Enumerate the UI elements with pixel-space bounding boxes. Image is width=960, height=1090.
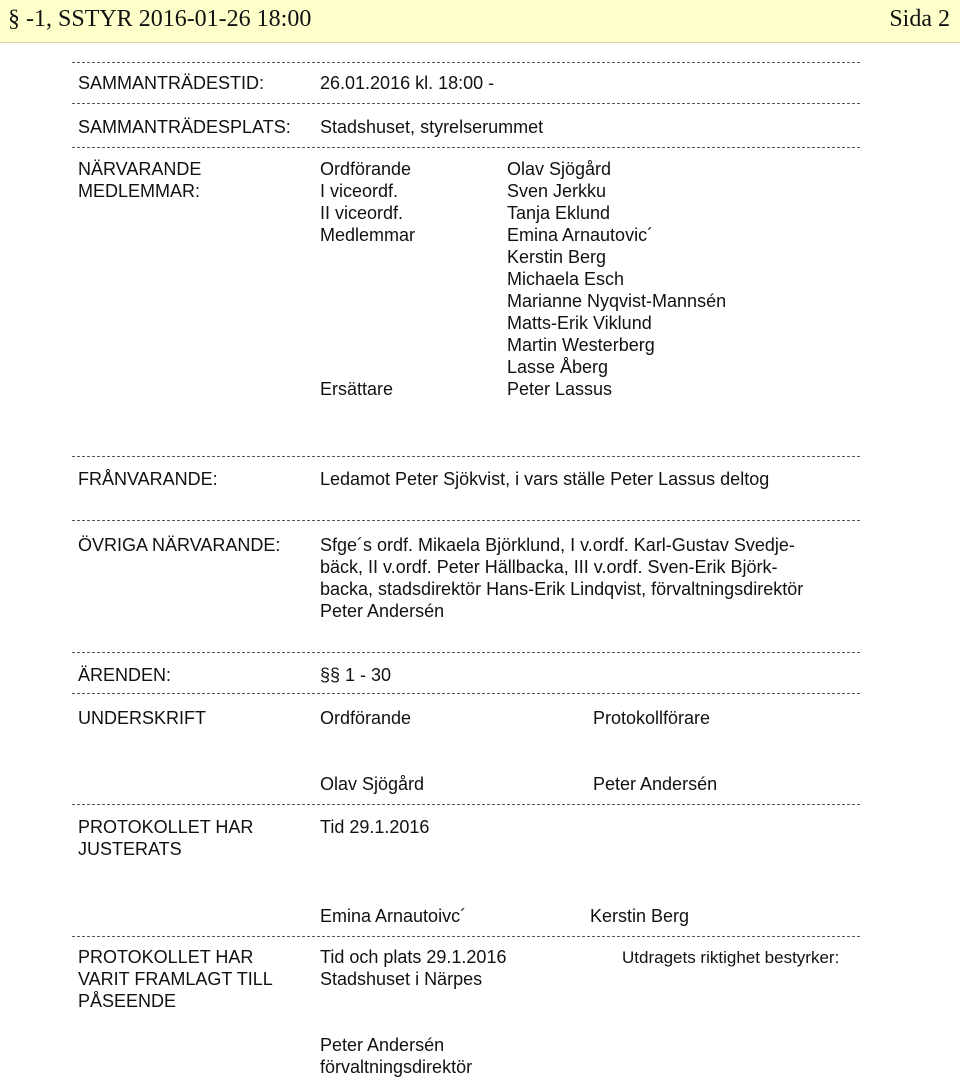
role: II viceordf.	[320, 203, 404, 223]
checker-name: Emina Arnautoivc´	[320, 906, 467, 926]
divider	[72, 147, 860, 148]
displayed-time-place: Tid och plats 29.1.2016 Stadshuset i Närpes	[320, 947, 507, 989]
meeting-date-value: 26.01.2016 kl. 18:00 -	[320, 73, 495, 93]
member-name: Michaela Esch	[507, 269, 625, 289]
role: Ersättare	[320, 379, 394, 399]
member-name: Sven Jerkku	[507, 181, 607, 201]
others-label: ÖVRIGA NÄRVARANDE:	[78, 535, 281, 555]
member-name: Martin Westerberg	[507, 335, 655, 355]
divider	[72, 693, 860, 694]
chair-name: Olav Sjögård	[320, 774, 425, 794]
certifier-title: förvaltningsdirektör	[320, 1057, 473, 1077]
displayed-label: PROTOKOLLET HAR VARIT FRAMLAGT TILL PÅSEENDE	[78, 947, 273, 1011]
checked-label: PROTOKOLLET HAR JUSTERATS	[78, 817, 254, 859]
member-roles	[320, 158, 415, 400]
signature-label: UNDERSKRIFT	[78, 708, 207, 728]
role: Medlemmar	[320, 225, 416, 245]
matters-value: §§ 1 - 30	[320, 665, 392, 685]
header-reference: § -1, SSTYR 2016-01-26 18:00	[8, 6, 312, 32]
role: I viceordf.	[320, 181, 399, 201]
absent-label: FRÅNVARANDE:	[78, 469, 218, 489]
role	[320, 356, 415, 378]
role: Ordförande	[320, 159, 412, 179]
member-name: Kerstin Berg	[507, 247, 607, 267]
matters-label: ÄRENDEN:	[78, 665, 172, 685]
page-number: Sida 2	[889, 6, 950, 32]
meeting-date-label: SAMMANTRÄDESTID:	[78, 73, 265, 93]
page-header	[0, 0, 960, 43]
role	[320, 312, 415, 334]
member-name: Peter Lassus	[507, 379, 613, 399]
checker-name: Kerstin Berg	[590, 906, 690, 926]
others-list: Sfge´s ordf. Mikaela Björklund, I v.ordf. Karl-Gustav Svedje- bäck, II v.ordf. Peter Hällbacka, III v.ordf. Sven-Erik Björk- backa, stadsdirektör Hans-Erik Lindqvist, förvaltningsdirektör Peter Andersén	[320, 535, 804, 621]
divider	[72, 804, 860, 805]
divider	[72, 456, 860, 457]
role	[320, 246, 415, 268]
meeting-place-value: Stadshuset, styrelserummet	[320, 117, 544, 137]
role	[320, 334, 415, 356]
members-label: NÄRVARANDE MEDLEMMAR:	[78, 159, 202, 201]
member-name: Tanja Eklund	[507, 203, 611, 223]
role	[320, 290, 415, 312]
divider	[72, 652, 860, 653]
certifier-name: Peter Andersén	[320, 1035, 445, 1055]
checked-time: Tid 29.1.2016	[320, 817, 430, 837]
secretary-name: Peter Andersén	[593, 774, 718, 794]
divider	[72, 936, 860, 937]
role	[320, 268, 415, 290]
divider	[72, 520, 860, 521]
member-names	[507, 158, 726, 400]
member-name: Lasse Åberg	[507, 357, 609, 377]
member-name: Matts-Erik Viklund	[507, 313, 652, 333]
divider	[72, 62, 860, 63]
divider	[72, 103, 860, 104]
member-name: Emina Arnautovic´	[507, 225, 654, 245]
chair-label: Ordförande	[320, 708, 412, 728]
absent-value: Ledamot Peter Sjökvist, i vars ställe Peter Lassus deltog	[320, 469, 770, 489]
member-name: Olav Sjögård	[507, 159, 612, 179]
certify-label: Utdragets riktighet bestyrker:	[622, 948, 840, 967]
meeting-place-label: SAMMANTRÄDESPLATS:	[78, 117, 291, 137]
certifier	[320, 1034, 472, 1078]
member-name: Marianne Nyqvist-Mannsén	[507, 291, 727, 311]
secretary-label: Protokollförare	[593, 708, 711, 728]
